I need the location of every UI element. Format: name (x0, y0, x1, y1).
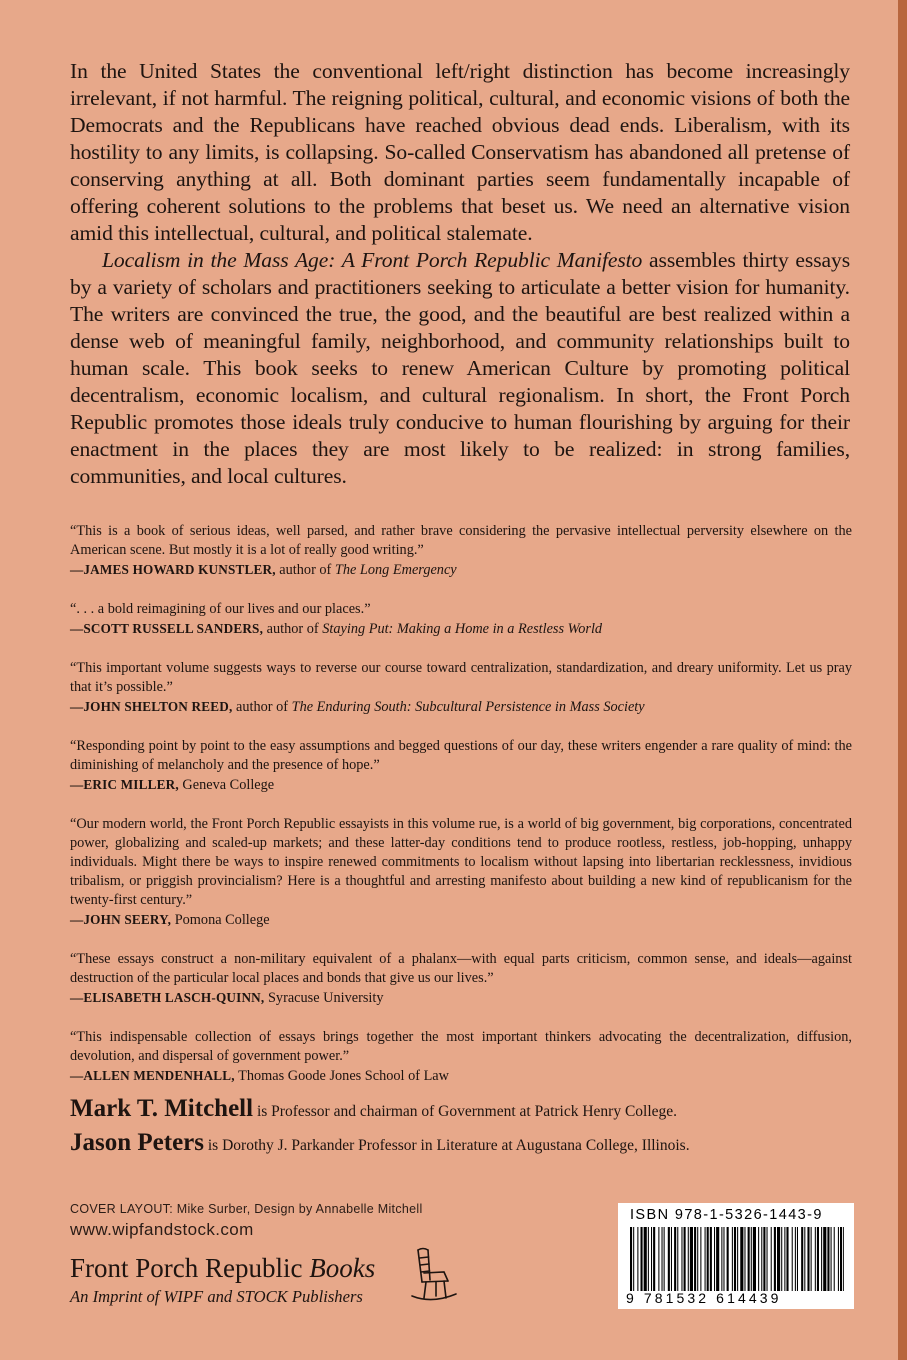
endorsement (70, 522, 852, 580)
barcode-stripe (648, 1227, 649, 1291)
endorser-name: —JOHN SEERY, (70, 912, 172, 927)
barcode-stripe (677, 1227, 678, 1291)
description-paragraph-1: In the United States the conventional left/right distinction has become increasingly irrelevant, if not harmful. The reigning political, cultural, and economic visions of both the Democrats and the Republicans have reached obvious dead ends. Liberalism, with its hostility to any limits, is collapsing. So-called Conservatism has abandoned all pretense of conserving anything at all. Both dominant parties seem fundamentally incapable of offering coherent solutions to the problems that beset us. We need an alternative vision amid this intellectual, cultural, and political stalemate. (70, 59, 850, 245)
spine-edge (898, 0, 907, 1360)
endorser-work: Staying Put: Making a Home in a Restless World (322, 621, 603, 637)
description-paragraph-2-text: assembles thirty essays by a variety of scholars and practitioners seeking to articulate a better vision for humanity. The writers are convinced the true, the good, and the beautiful are best realized within a dense web of meaningful family, neighborhood, and community relationships built to human scale. This book seeks to renew American Culture by promoting political decentralism, economic localism, and cultural regionalism. In short, the Front Porch Republic promotes those ideals truly conducive to human flourishing by arguing for their enactment in the places they are most likely to be realized: in strong families, communities, and local cultures. (70, 248, 850, 488)
book-description (70, 58, 850, 490)
barcode-stripe (637, 1227, 638, 1291)
endorsement (70, 737, 852, 795)
endorser-name: —JAMES HOWARD KUNSTLER, (70, 562, 276, 577)
endorsement-quote: “. . . a bold reimagining of our lives and our places.” (70, 601, 371, 617)
endorsement-attribution (70, 775, 852, 795)
endorsement-quote: “This important volume suggests ways to reverse our course toward centralization, standardization, and dreary uniformity. Let us pray that it’s possible.” (70, 660, 852, 695)
cover-credit: COVER LAYOUT: Mike Surber, Design by Annabelle Mitchell (70, 1202, 423, 1216)
endorsement-quote: “These essays construct a non-military equivalent of a phalanx—with equal parts criticism, common sense, and ideals—against destruction of the particular local places and bonds that give us our lives.” (70, 951, 852, 986)
barcode-stripe (705, 1227, 706, 1291)
barcode-stripe (821, 1227, 822, 1291)
barcode-stripe (804, 1227, 805, 1291)
endorsement-attribution (70, 910, 852, 930)
barcode-stripe (843, 1227, 844, 1291)
barcode-stripe (688, 1227, 689, 1291)
barcode-stripe (664, 1227, 665, 1291)
endorser-work: The Long Emergency (334, 562, 457, 578)
barcode-stripe (781, 1227, 782, 1291)
barcode-stripe (671, 1227, 672, 1291)
endorsement (70, 950, 852, 1008)
author-name: Mark T. Mitchell (70, 1095, 254, 1122)
barcode-stripe (758, 1227, 759, 1291)
barcode-stripe (716, 1227, 719, 1291)
barcode-stripe (797, 1227, 798, 1291)
barcode-stripe (840, 1227, 842, 1291)
endorsement (70, 600, 852, 639)
endorser-affiliation: Syracuse University (264, 990, 384, 1006)
author-bios (70, 1094, 870, 1158)
imprint-line: An Imprint of WIPF and STOCK Publishers (70, 1287, 363, 1306)
endorsement (70, 815, 852, 930)
barcode-stripe (658, 1227, 659, 1291)
imprint-books: Books (309, 1253, 376, 1283)
endorsement-quote: “This is a book of serious ideas, well parsed, and rather brave considering the pervasive intellectual perversity elsewhere on the American scene. But mostly it is a lot of really good writing.” (70, 523, 852, 558)
barcode-stripe (823, 1227, 826, 1291)
barcode-stripe (727, 1227, 729, 1291)
endorser-work: The Enduring South: Subcultural Persistence in Mass Society (291, 699, 645, 715)
barcode-stripe (694, 1227, 696, 1291)
barcode-stripe (740, 1227, 743, 1291)
barcode-stripe (838, 1227, 839, 1291)
author-bio (70, 1094, 870, 1124)
barcode-stripe (697, 1227, 698, 1291)
barcode-stripe (834, 1227, 835, 1291)
isbn-label: ISBN 978-1-5326-1443-9 (630, 1207, 823, 1223)
endorser-name: —ERIC MILLER, (70, 777, 179, 792)
endorsement-attribution (70, 619, 852, 639)
barcode-stripe (761, 1227, 762, 1291)
endorsement-quote: “This indispensable collection of essays brings together the most important thinkers advocating the decentralization, diffusion, devolution, and dispersal of government power.” (70, 1029, 852, 1064)
barcode-stripe (744, 1227, 745, 1291)
barcode-bars (630, 1227, 844, 1291)
endorsement-attribution (70, 697, 852, 717)
barcode-stripe (784, 1227, 785, 1291)
barcode-stripe (815, 1227, 816, 1291)
barcode-stripe (651, 1227, 652, 1291)
barcode-stripe (777, 1227, 780, 1291)
barcode-stripe (630, 1227, 632, 1291)
endorser-affiliation: author of (232, 699, 292, 715)
barcode-stripe (681, 1227, 682, 1291)
endorsement-attribution (70, 560, 852, 580)
barcode-stripe (737, 1227, 738, 1291)
imprint-name (70, 1252, 375, 1284)
author-name: Jason Peters (70, 1129, 204, 1156)
barcode-stripe (721, 1227, 722, 1291)
barcode-stripe (827, 1227, 829, 1291)
barcode-stripe (751, 1227, 752, 1291)
endorsement (70, 1028, 852, 1086)
publisher-website: www.wipfandstock.com (70, 1220, 254, 1239)
barcode-stripe (753, 1227, 756, 1291)
description-paragraph-2 (70, 247, 850, 490)
author-description: is Professor and chairman of Government at Patrick Henry College. (253, 1103, 678, 1120)
barcode-stripe (674, 1227, 676, 1291)
barcode-stripe (707, 1227, 709, 1291)
endorser-name: —ALLEN MENDENHALL, (70, 1068, 235, 1083)
barcode-stripe (710, 1227, 712, 1291)
endorsement-quote: “Our modern world, the Front Porch Republic essayists in this volume rue, is a world of big government, big corporations, concentrated power, globalizing and scaled-up markets; and these latter-day conditions tend to produce rootless, restless, job-hopping, unhappy individuals. Might there be ways to inspire renewed commitments to localism without lapsing into libertarian recklessness, invidious tribalism, or priggish provincialism? Here is a thoughtful and arresting manifesto about building a new kind of republicanism for the twenty-first century.” (70, 816, 852, 908)
rocking-chair-icon (408, 1246, 460, 1306)
endorsement-attribution (70, 1066, 852, 1086)
barcode-stripe (641, 1227, 643, 1291)
barcode-stripe (786, 1227, 788, 1291)
endorsements (70, 522, 852, 1106)
barcode-stripe (767, 1227, 768, 1291)
barcode-stripe (748, 1227, 750, 1291)
barcode-stripe (807, 1227, 809, 1291)
barcode-stripe (653, 1227, 655, 1291)
endorser-affiliation: Pomona College (171, 912, 270, 928)
endorser-name: —JOHN SHELTON REED, (70, 699, 233, 714)
barcode-digits: 9 781532 614439 (626, 1290, 782, 1306)
author-description: is Dorothy J. Parkander Professor in Literature at Augustana College, Illinois. (204, 1137, 690, 1154)
endorser-affiliation: Geneva College (178, 777, 275, 793)
barcode-stripe (795, 1227, 796, 1291)
barcode-stripe (801, 1227, 803, 1291)
barcode-stripe (771, 1227, 772, 1291)
book-title: Localism in the Mass Age: A Front Porch Republic Manifesto (102, 248, 643, 272)
endorsement (70, 659, 852, 717)
barcode-stripe (690, 1227, 693, 1291)
endorser-affiliation: author of (263, 621, 323, 637)
barcode-stripe (774, 1227, 776, 1291)
endorser-name: —ELISABETH LASCH-QUINN, (70, 990, 265, 1005)
barcode-stripe (633, 1227, 634, 1291)
isbn-barcode (618, 1203, 854, 1309)
barcode-stripe (668, 1227, 670, 1291)
endorser-affiliation: author of (275, 562, 335, 578)
barcode-stripe (723, 1227, 724, 1291)
author-bio (70, 1128, 870, 1158)
barcode-stripe (662, 1227, 663, 1291)
barcode-stripe (700, 1227, 701, 1291)
barcode-stripe (831, 1227, 832, 1291)
barcode-stripe (732, 1227, 733, 1291)
barcode-stripe (817, 1227, 819, 1291)
endorser-name: —SCOTT RUSSELL SANDERS, (70, 621, 264, 636)
endorsement-attribution (70, 988, 852, 1008)
endorsement-quote: “Responding point by point to the easy assumptions and begged questions of our day, these writers engender a rare quality of mind: the diminishing of melancholy and the presence of hope.” (70, 738, 852, 773)
barcode-stripe (684, 1227, 686, 1291)
barcode-stripe (763, 1227, 765, 1291)
barcode-stripe (792, 1227, 793, 1291)
barcode-stripe (734, 1227, 736, 1291)
barcode-stripe (644, 1227, 647, 1291)
barcode-stripe (714, 1227, 715, 1291)
barcode-stripe (811, 1227, 812, 1291)
imprint-name-text: Front Porch Republic (70, 1253, 310, 1283)
endorser-affiliation: Thomas Goode Jones School of Law (234, 1068, 449, 1084)
